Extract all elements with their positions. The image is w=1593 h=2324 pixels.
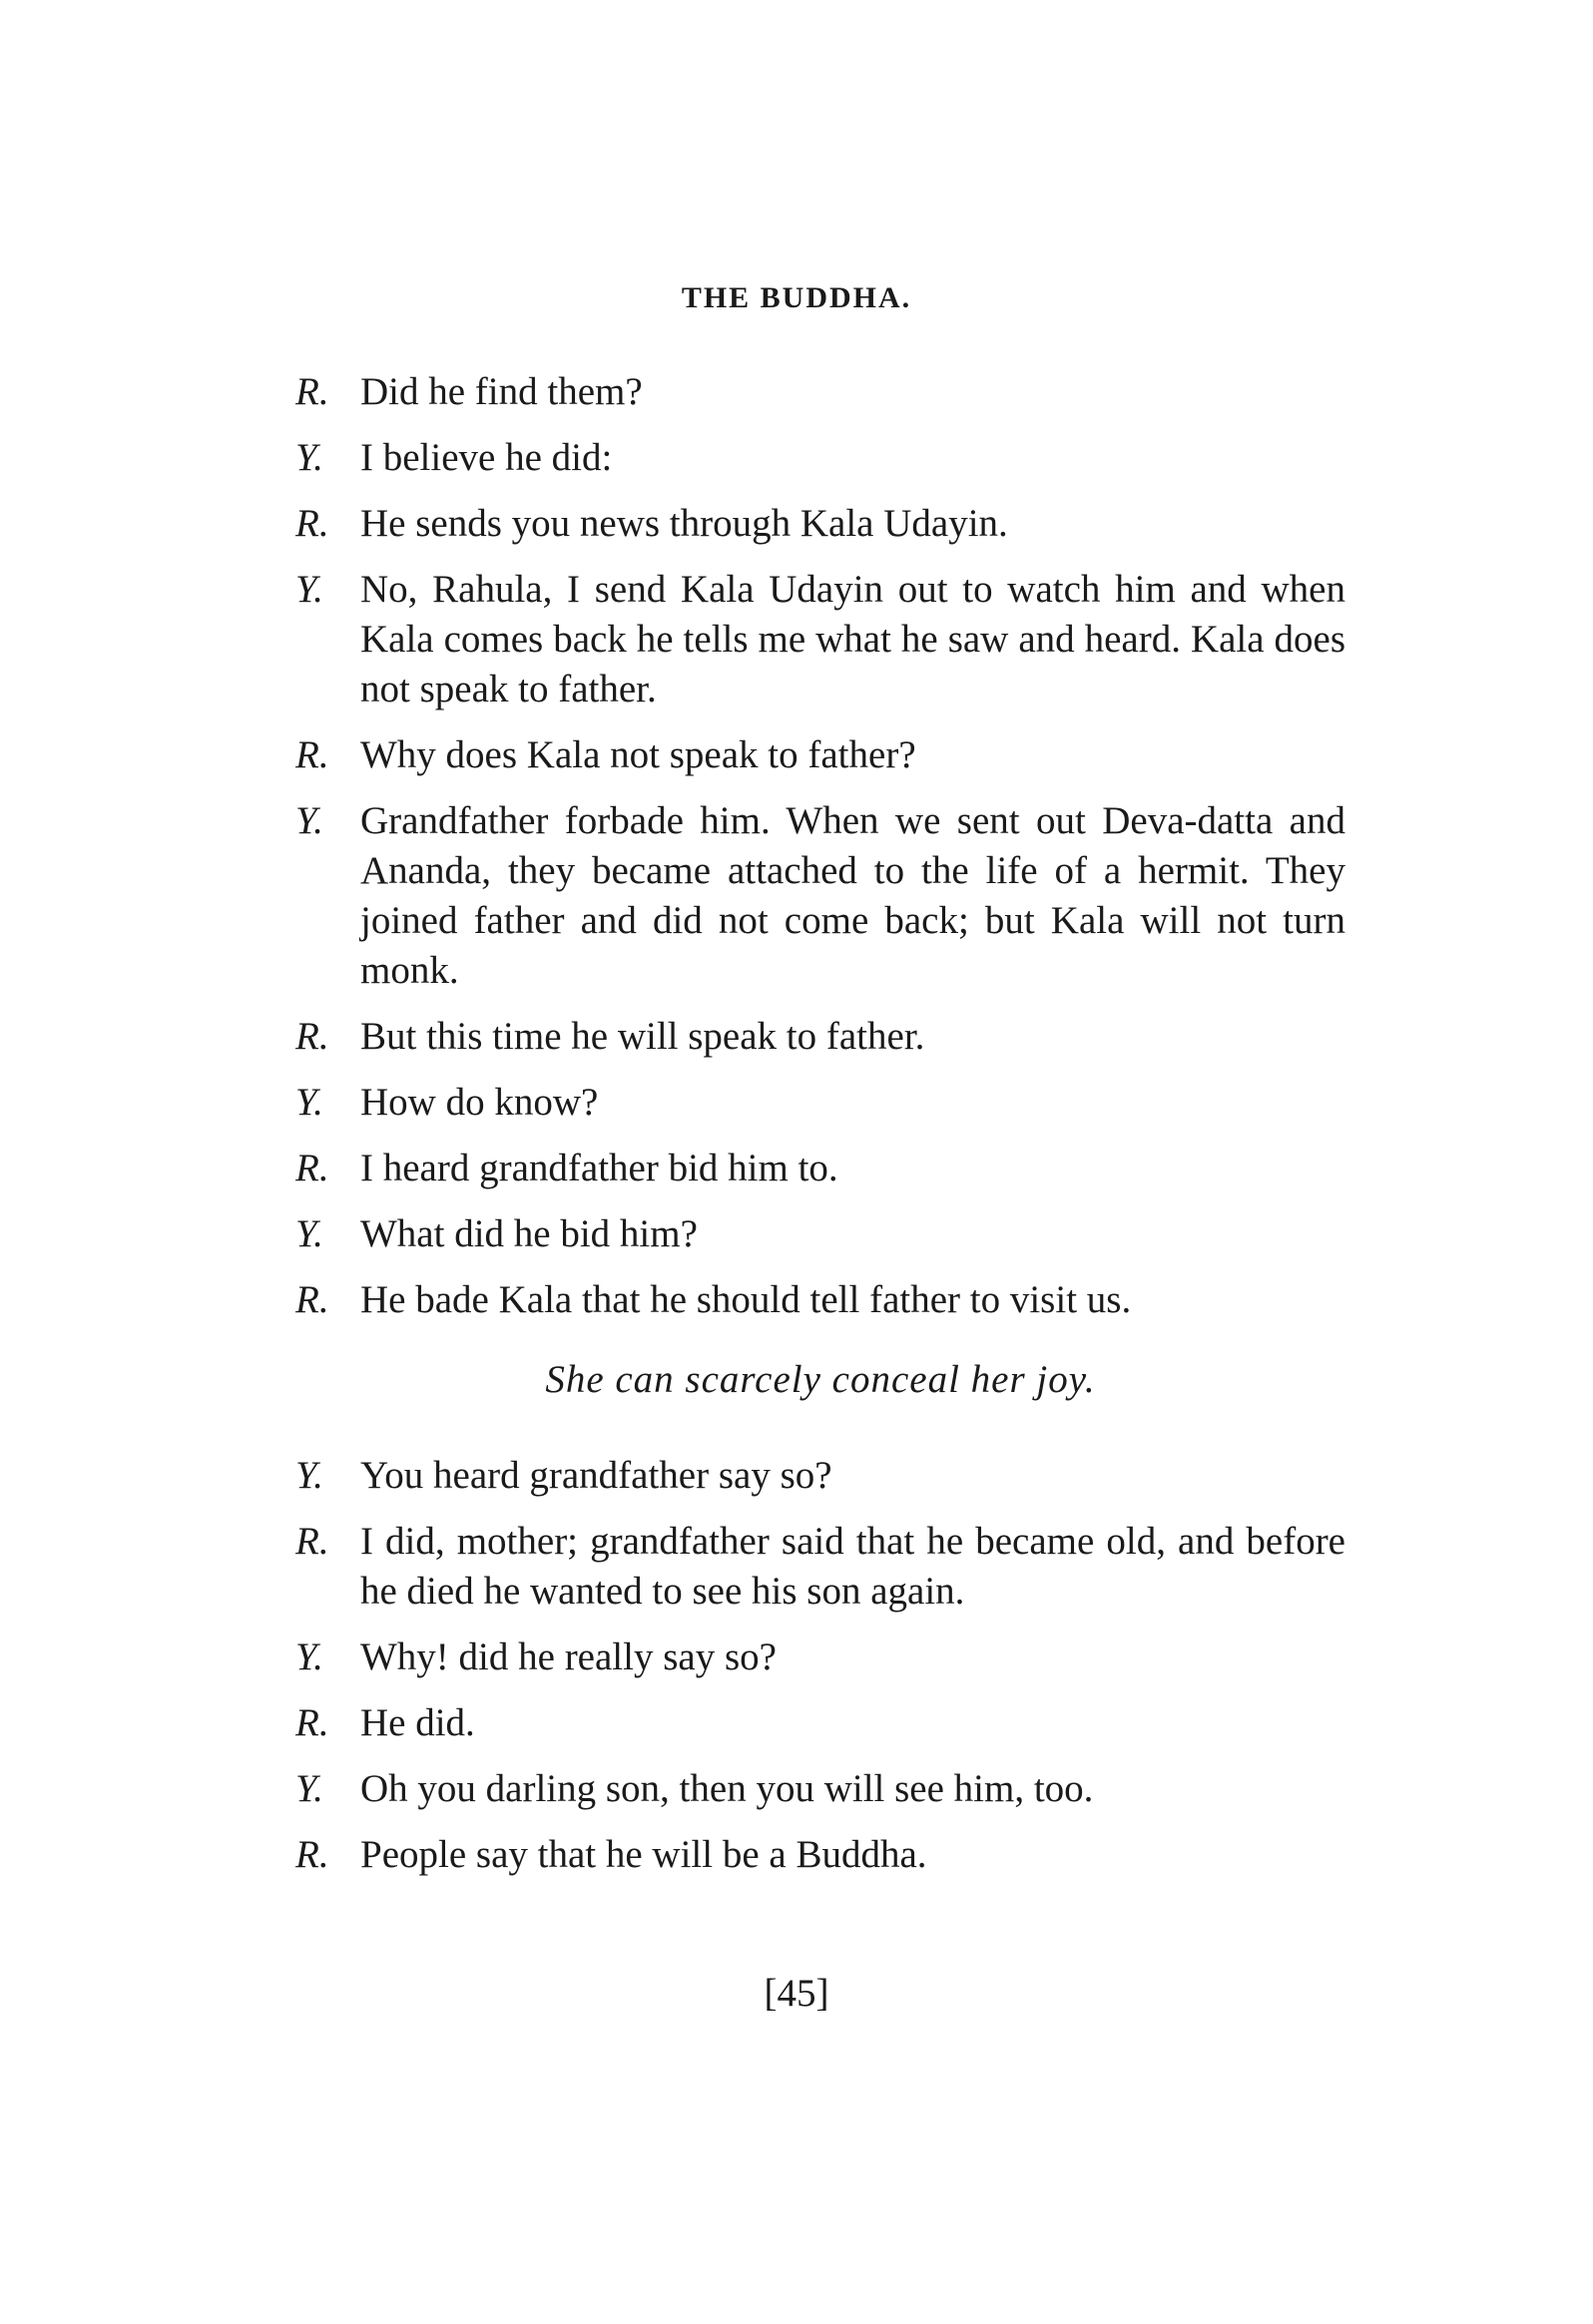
speaker-label: R.: [295, 370, 329, 413]
dialogue-text: But this time he will speak to father.: [360, 1015, 925, 1058]
dialogue-text: You heard grandfather say so?: [360, 1454, 832, 1497]
dialogue-text: He did.: [360, 1701, 475, 1744]
speaker-label: R.: [295, 502, 329, 545]
dialogue-text: Grandfather forbade him. When we sent out Deva-datta and Ananda, they became attached to the life of a hermit. They joined father and did not come back; but Kala will not turn monk.: [360, 799, 1345, 992]
speaker-label: R.: [295, 733, 329, 776]
dialogue-text: Did he find them?: [360, 370, 643, 413]
dialogue-line: [295, 1632, 1345, 1682]
speaker-label: Y.: [295, 568, 323, 611]
dialogue-text: No, Rahula, I send Kala Udayin out to watch him and when Kala comes back he tells me what he saw and heard. Kala does not speak to father.: [360, 568, 1345, 710]
dialogue-line: [295, 1012, 1345, 1062]
speaker-label: Y.: [295, 799, 323, 842]
speaker-label: R.: [295, 1833, 329, 1876]
dialogue-line: [295, 1698, 1345, 1748]
page-number: [45]: [764, 1972, 829, 2015]
dialogue-text: Oh you darling son, then you will see him, too.: [360, 1767, 1094, 1810]
dialogue-text: He bade Kala that he should tell father to visit us.: [360, 1278, 1132, 1321]
dialogue-line: [295, 1517, 1345, 1617]
dialogue-text: I believe he did:: [360, 436, 613, 479]
dialogue-text: What did he bid him?: [360, 1212, 698, 1255]
dialogue-line: [295, 367, 1345, 417]
speaker-label: Y.: [295, 436, 323, 479]
dialogue-line: [295, 796, 1345, 996]
dialogue-line: [295, 499, 1345, 549]
dialogue-line: [295, 1078, 1345, 1128]
dialogue-text: He sends you news through Kala Udayin.: [360, 502, 1008, 545]
dialogue-text: Why! did he really say so?: [360, 1635, 777, 1678]
dialogue-text: How do know?: [360, 1081, 599, 1124]
dialogue-line: [295, 1144, 1345, 1193]
dialogue-line: [295, 565, 1345, 714]
dialogue-line: [295, 1275, 1345, 1325]
dialogue-block: [295, 367, 1345, 1896]
speaker-label: Y.: [295, 1212, 323, 1255]
dialogue-after: [295, 1451, 1345, 1880]
dialogue-line: [295, 433, 1345, 483]
speaker-label: Y.: [295, 1635, 323, 1678]
dialogue-line: [295, 730, 1345, 780]
speaker-label: R.: [295, 1015, 329, 1058]
dialogue-before: [295, 367, 1345, 1325]
speaker-label: R.: [295, 1701, 329, 1744]
running-head: THE BUDDHA.: [681, 281, 912, 314]
speaker-label: R.: [295, 1520, 329, 1563]
dialogue-text: Why does Kala not speak to father?: [360, 733, 916, 776]
dialogue-line: [295, 1830, 1345, 1880]
speaker-label: Y.: [295, 1081, 323, 1124]
speaker-label: Y.: [295, 1767, 323, 1810]
dialogue-line: [295, 1209, 1345, 1259]
speaker-label: R.: [295, 1147, 329, 1189]
dialogue-text: I did, mother; grandfather said that he became old, and before he died he wanted to see his son again.: [360, 1520, 1345, 1613]
dialogue-line: [295, 1764, 1345, 1814]
speaker-label: R.: [295, 1278, 329, 1321]
dialogue-line: [295, 1451, 1345, 1501]
stage-direction: She can scarcely conceal her joy.: [545, 1358, 1096, 1401]
dialogue-text: I heard grandfather bid him to.: [360, 1147, 838, 1189]
speaker-label: Y.: [295, 1454, 323, 1497]
dialogue-text: People say that he will be a Buddha.: [360, 1833, 927, 1876]
